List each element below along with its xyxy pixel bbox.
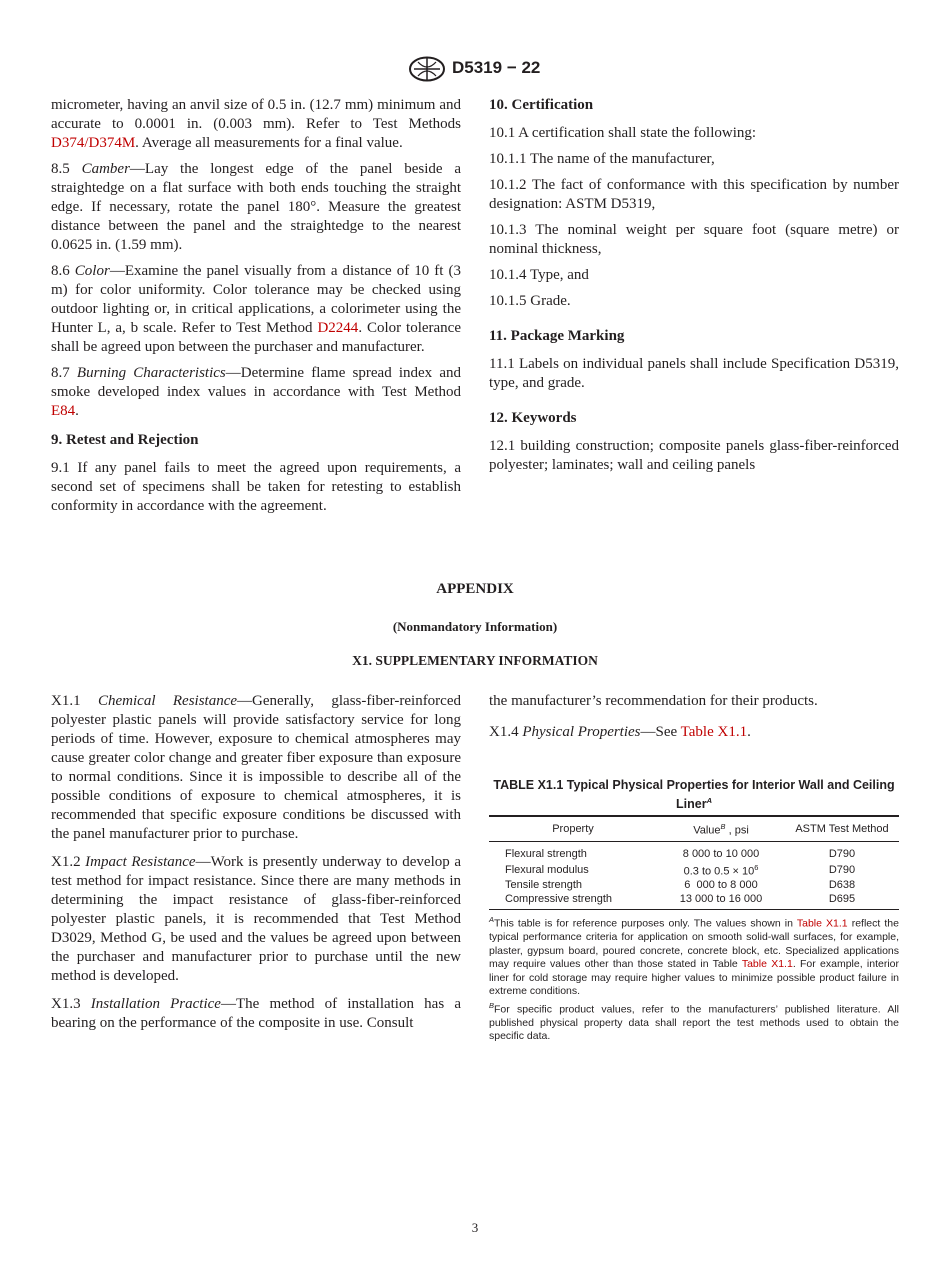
appendix-section-title: X1. SUPPLEMENTARY INFORMATION [352,653,598,668]
footnote-a: $^A$This table is for reference purposes only. The values shown in Table X1.1 reflect the typical performance criteria for application on smooth solid-wall surfaces, for example, plaster, gypsum board, poured concrete, concrete block, etc. Specialized applications may require values other than those stated in Table Table X1.1. For example, interior liner for cold storage may require higher values to minimize possible product failure in extreme conditions. [489,915,899,998]
paragraph-micrometer: micrometer, having an anvil size of 0.5 in. (12.7 mm) minimum and accurate to 0.0001 in. (0.003 mm). Refer to Test Methods D374/D374M. Average all measurements for a final value. [51,97,461,151]
table-row: Flexural modulus 0.3 to $0.5 \times 10^6$ D790 [505,862,856,878]
paragraph-8-6: 8.6 Color—Examine the panel visually from a distance of 10 ft (3 m) for color uniformity. Color tolerance may be checked using outdoor lighting or, in critical applications, a colorimeter using the Hunter L, a, b scale. Refer to Test Method D2244. Color tolerance shall be agreed upon between the purchaser and manufacturer. [51,263,461,355]
link-d2244[interactable]: D2244 [317,320,359,336]
paragraph-10-1-2: 10.1.2 The fact of conformance with this specification by number designation: ASTM D5319, [489,177,899,212]
header-value: Value$^B$ , psi [657,816,785,841]
section-12-heading: 12. Keywords [489,410,577,426]
paragraph-10-1: 10.1 A certification shall state the following: [489,125,757,141]
left-column-top [51,96,461,523]
page-number: 3 [471,1220,479,1235]
paragraph-x1-2: X1.2 Impact Resistance—Work is presently underway to develop a test method for impact resistance. Since there are many methods in determining the impact resistance of glass-fiber-reinforced polyester plastic panels, it is recommended that Test Method D3029, Method G, be used and the values be agreed upon between the purchaser and manufacturer prior to purchase until the new method is developed. [51,854,461,984]
astm-logo-icon [408,56,446,82]
paragraph-continued: the manufacturer’s recommendation for their products. [489,693,818,709]
paragraph-10-1-1: 10.1.1 The name of the manufacturer, [489,151,715,167]
paragraph-8-5: 8.5 Camber—Lay the longest edge of the panel beside a straightedge on a flat surface with both ends touching the straight edge. If necessary, rotate the panel 180°. Measure the greatest distance between the panel and the straightedge to the nearest 0.0625 in. (1.59 mm). [51,161,462,253]
right-column-bottom [489,692,899,749]
paragraph-10-1-5: 10.1.5 Grade. [489,293,571,309]
paragraph-9-1: 9.1 If any panel fails to meet the agreed upon requirements, a second set of specimens shall be taken for retesting to establish conformity in accordance with the agreement. [51,460,461,514]
table-row: Flexural strength 8 000 to 10 000 D790 [505,847,856,860]
link-table-x1-1[interactable]: Table X1.1 [680,724,748,740]
paragraph-10-1-3: 10.1.3 The nominal weight per square foot (square metre) or nominal thickness, [489,222,899,257]
paragraph-10-1-4: 10.1.4 Type, and [489,267,589,283]
appendix-subtitle: (Nonmandatory Information) [392,619,558,634]
section-10-heading: 10. Certification [489,97,594,113]
section-9-heading: 9. Retest and Rejection [51,432,199,448]
link-d374[interactable]: D374/D374M [51,135,136,151]
right-column-top [489,96,899,482]
footnote-b: $^B$For specific product values, refer to the manufacturers’ published literature. All published physical property data shall report the test methods used to obtain the specific data. [489,1000,899,1043]
paragraph-11-1: 11.1 Labels on individual panels shall include Specification D5319, type, and grade. [489,356,899,391]
paragraph-x1-4: X1.4 Physical Properties—See Table X1.1. [489,724,751,740]
table-footnotes [489,913,899,1044]
left-column-bottom [51,692,461,1040]
table-title: TABLE X1.1 Typical Physical Properties for Interior Wall and Ceiling Liner$^A$ [493,778,895,812]
link-e84[interactable]: E84 [51,403,76,419]
link-footnote-table-2[interactable]: Table X1.1 [741,958,793,971]
document-designation: D5319 − 22 [452,58,541,77]
table-row: Compressive strength 13 000 to 16 000 D695 [489,892,899,910]
page-header [0,56,950,86]
header-method: ASTM Test Method [785,816,899,841]
header-property: Property [489,816,657,841]
paragraph-12-1: 12.1 building construction; composite panels glass-fiber-reinforced polyester; laminates; wall and ceiling panels [489,438,899,473]
paragraph-x1-1: X1.1 Chemical Resistance—Generally, glass-fiber-reinforced polyester plastic panels will provide satisfactory service for long periods of time. However, exposure to chemical atmospheres may cause greater color change and greater fiber exposure than exposure to normal conditions. Since it is impossible to describe all of the possible conditions of exposure to chemical atmospheres, it is recommended that specific exposure conditions be discussed with the panel manufacturer prior to purchase. [51,693,461,842]
table-row: Tensile strength 6 000 to 8 000 D638 [505,879,856,892]
section-11-heading: 11. Package Marking [489,328,625,344]
paragraph-x1-3: X1.3 Installation Practice—The method of installation has a bearing on the performance of the composite in use. Consult [51,996,461,1031]
properties-table [489,815,899,910]
paragraph-8-7: 8.7 Burning Characteristics—Determine flame spread index and smoke developed index values in accordance with Test Method E84. [51,365,462,419]
table-x1-1 [489,778,899,1044]
link-footnote-table-1[interactable]: Table X1.1 [796,917,848,930]
table-header-row [489,816,899,841]
appendix-title: APPENDIX [436,581,514,597]
